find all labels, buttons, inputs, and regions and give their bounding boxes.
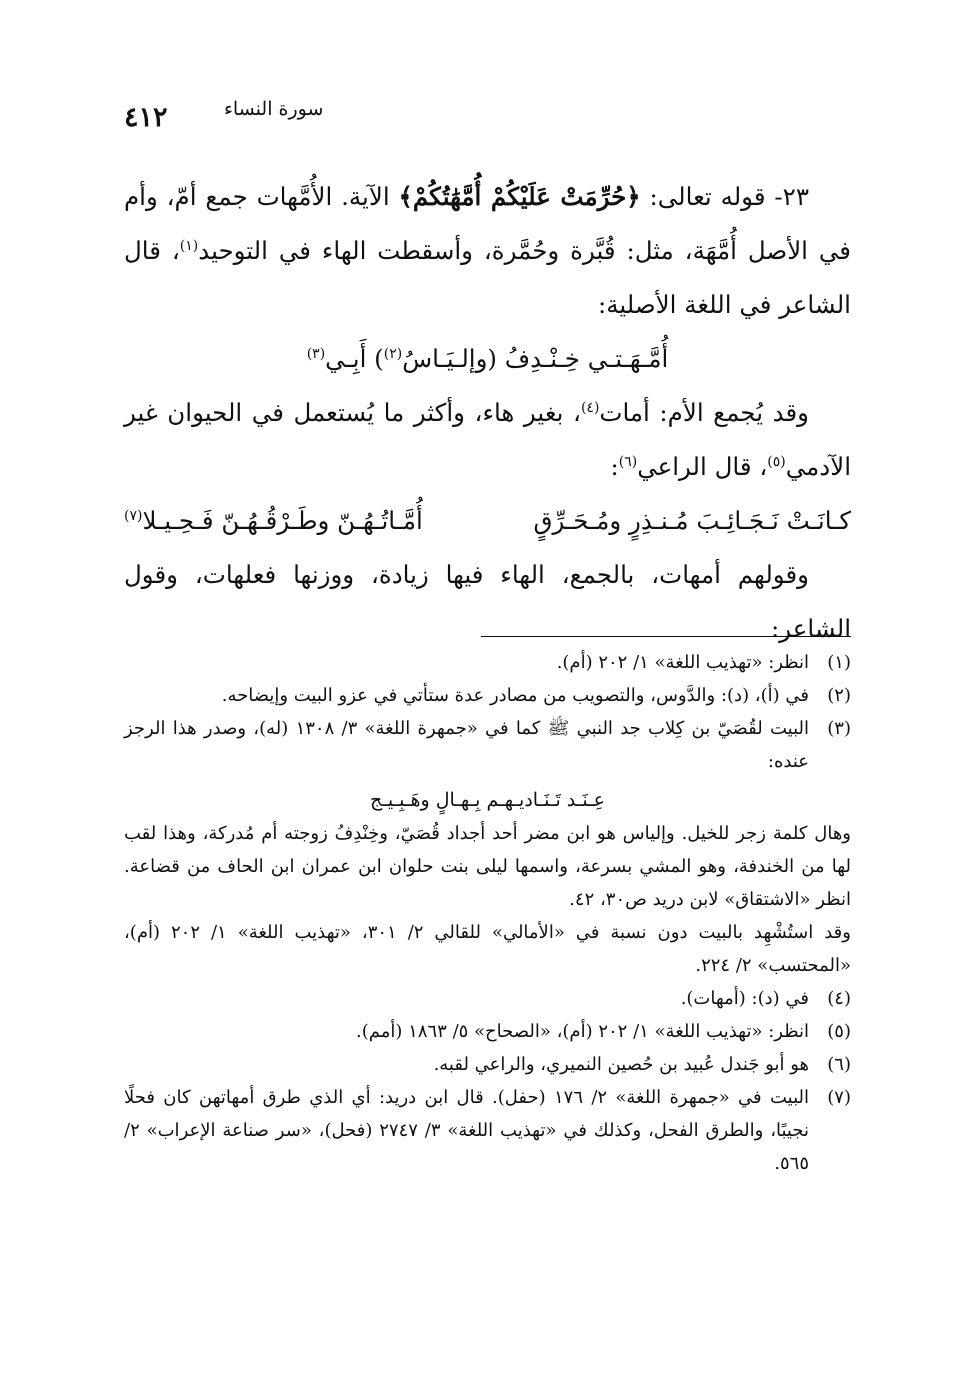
footnote-3-verse: عِـنَـد تَـنَـاديـهـم بِـهـالٍ وهَـبِـيـج: [370, 789, 605, 811]
footnote-2: [124, 679, 851, 712]
verse-number-text: ٢٣- قوله تعالى:: [640, 182, 809, 211]
footnote-ref-2: (٢): [383, 345, 403, 362]
footnote-4: [124, 982, 851, 1015]
footnote-text: هو أبو جَندل عُبيد بن حُصين النميري، والراعي لقبه.: [433, 1054, 809, 1075]
footnote-3: [124, 712, 851, 778]
paragraph-2-text-a: وقد يُجمع الأم: أمات: [599, 398, 809, 427]
verse-2-first-hemistich: كـانَـتْ نَـجَـائِـبَ مُـنـذِرٍ ومُـحَـرِّقٍ: [533, 506, 851, 535]
footnote-ref-7: (٧): [124, 507, 143, 524]
verse-1-part-b: ) أَبِـي: [325, 344, 384, 373]
footnote-7: [124, 1081, 851, 1180]
footnote-number: (٣): [827, 718, 851, 739]
paragraph-1-text: الآية. الأُمَّهات جمع أمّ، وأم في الأصل أُمَّهَة، مثل: قُبَّرة وحُمَّرة، وأسقطت الهاء في التوحيد: [124, 182, 851, 265]
footnote-number: (٦): [827, 1054, 851, 1075]
verse-1-part-a: أُمَّـهَـتـي خِـنْـدِفُ (وإلـيَـاسُ: [402, 344, 669, 373]
verse-2-second-hemistich: [124, 494, 423, 548]
footnote-text: انظر: «تهذيب اللغة» ١/ ٢٠٢ (أم)، «الصحاح» ٥/ ١٨٦٣ (أمم).: [356, 1021, 809, 1042]
poetry-verse-2: [124, 494, 851, 548]
footnote-ref-1: (١): [179, 237, 199, 254]
page-number: ٤١٢: [124, 102, 168, 133]
footnote-5: [124, 1015, 851, 1048]
paragraph-3: وقولهم أمهات، بالجمع، الهاء فيها زيادة، ووزنها فعلهات، وقول الشاعر:: [124, 560, 851, 643]
quran-quote: ﴿حُرِّمَتْ عَلَيْكُمْ أُمَّهَٰتُكُمْ﴾: [398, 182, 641, 211]
footnote-text: البيت في «جمهرة اللغة» ٢/ ١٧٦ (حفل). قال ابن دريد: أي الذي طرق أمهاتهن كان فحلًا نجيبًا، والطرق الفحل، وكذلك في «تهذيب اللغة» ٣/ ٢٧٤٧ (فحل)، «سر صناعة الإعراب» ٢/ ٥٦٥.: [124, 1087, 809, 1174]
footnote-number: (١): [827, 652, 851, 673]
footnote-3-continuation-1: وهال كلمة زجر للخيل. وإلياس هو ابن مضر أحد أجداد قُصَيّ، وخِنْدِفُ زوجته أم مُدركة، وهذا لقب لها من الخندفة، وهو المشي بسرعة، واسمها ليلى بنت حلوان ابن عمران ابن الحاف من قضاعة. انظر «الاشتقاق» لابن دريد ص٣٠، ٤٢.: [124, 823, 851, 910]
paragraph-2: [124, 386, 851, 494]
page-header: [124, 98, 851, 138]
footnotes: [124, 646, 851, 1180]
paragraph-1-end: ، قال الشاعر في اللغة الأصلية:: [124, 236, 851, 319]
running-title: سورة النساء: [224, 98, 324, 120]
footnote-text: في (د): (أمهات).: [680, 988, 809, 1009]
footnote-separator: [481, 636, 851, 637]
paragraph-2-text-d: :: [610, 452, 619, 481]
paragraph-1: [124, 170, 851, 332]
footnote-number: (٥): [827, 1021, 851, 1042]
footnote-number: (٢): [827, 685, 851, 706]
paragraph-2-text-c: ، قال الراعي: [637, 452, 768, 481]
footnote-ref-4: (٤): [580, 399, 600, 416]
footnote-ref-6: (٦): [618, 453, 638, 470]
footnote-text: انظر: «تهذيب اللغة» ١/ ٢٠٢ (أم).: [556, 652, 809, 673]
footnote-1: [124, 646, 851, 679]
footnote-number: (٧): [827, 1087, 851, 1108]
footnote-text: في (أ)، (د): والدَّوس، والتصويب من مصادر عدة ستأتي في عزو البيت وإيضاحه.: [221, 685, 809, 706]
verse-2-second-text: أُمَّـاتُـهُـنّ وطَـرْقُـهُـنّ فَـحِـيـلا: [142, 506, 423, 535]
footnote-ref-3: (٣): [306, 345, 326, 362]
poetry-verse-1: [124, 332, 851, 386]
main-text: [124, 170, 851, 656]
footnote-6: [124, 1048, 851, 1081]
footnote-3-continuation-2: وقد استُشْهِد بالبيت دون نسبة في «الأمالي» للقالي ٢/ ٣٠١، «تهذيب اللغة» ١/ ٢٠٢ (أم)، «المحتسب» ٢/ ٢٢٤.: [124, 922, 851, 976]
paragraph-2-text-b: ، بغير هاء، وأكثر ما يُستعمل في الحيوان غير الآدمي: [124, 398, 851, 481]
footnote-text: [124, 712, 809, 778]
footnote-ref-5: (٥): [767, 453, 786, 470]
footnote-3-text: البيت لقُصَيّ بن كِلاب جد النبي ﷺ كما في «جمهرة اللغة» ٣/ ١٣٠٨ (له)، وصدر هذا الرجز عنده:: [124, 718, 809, 772]
footnote-number: (٤): [827, 988, 851, 1009]
